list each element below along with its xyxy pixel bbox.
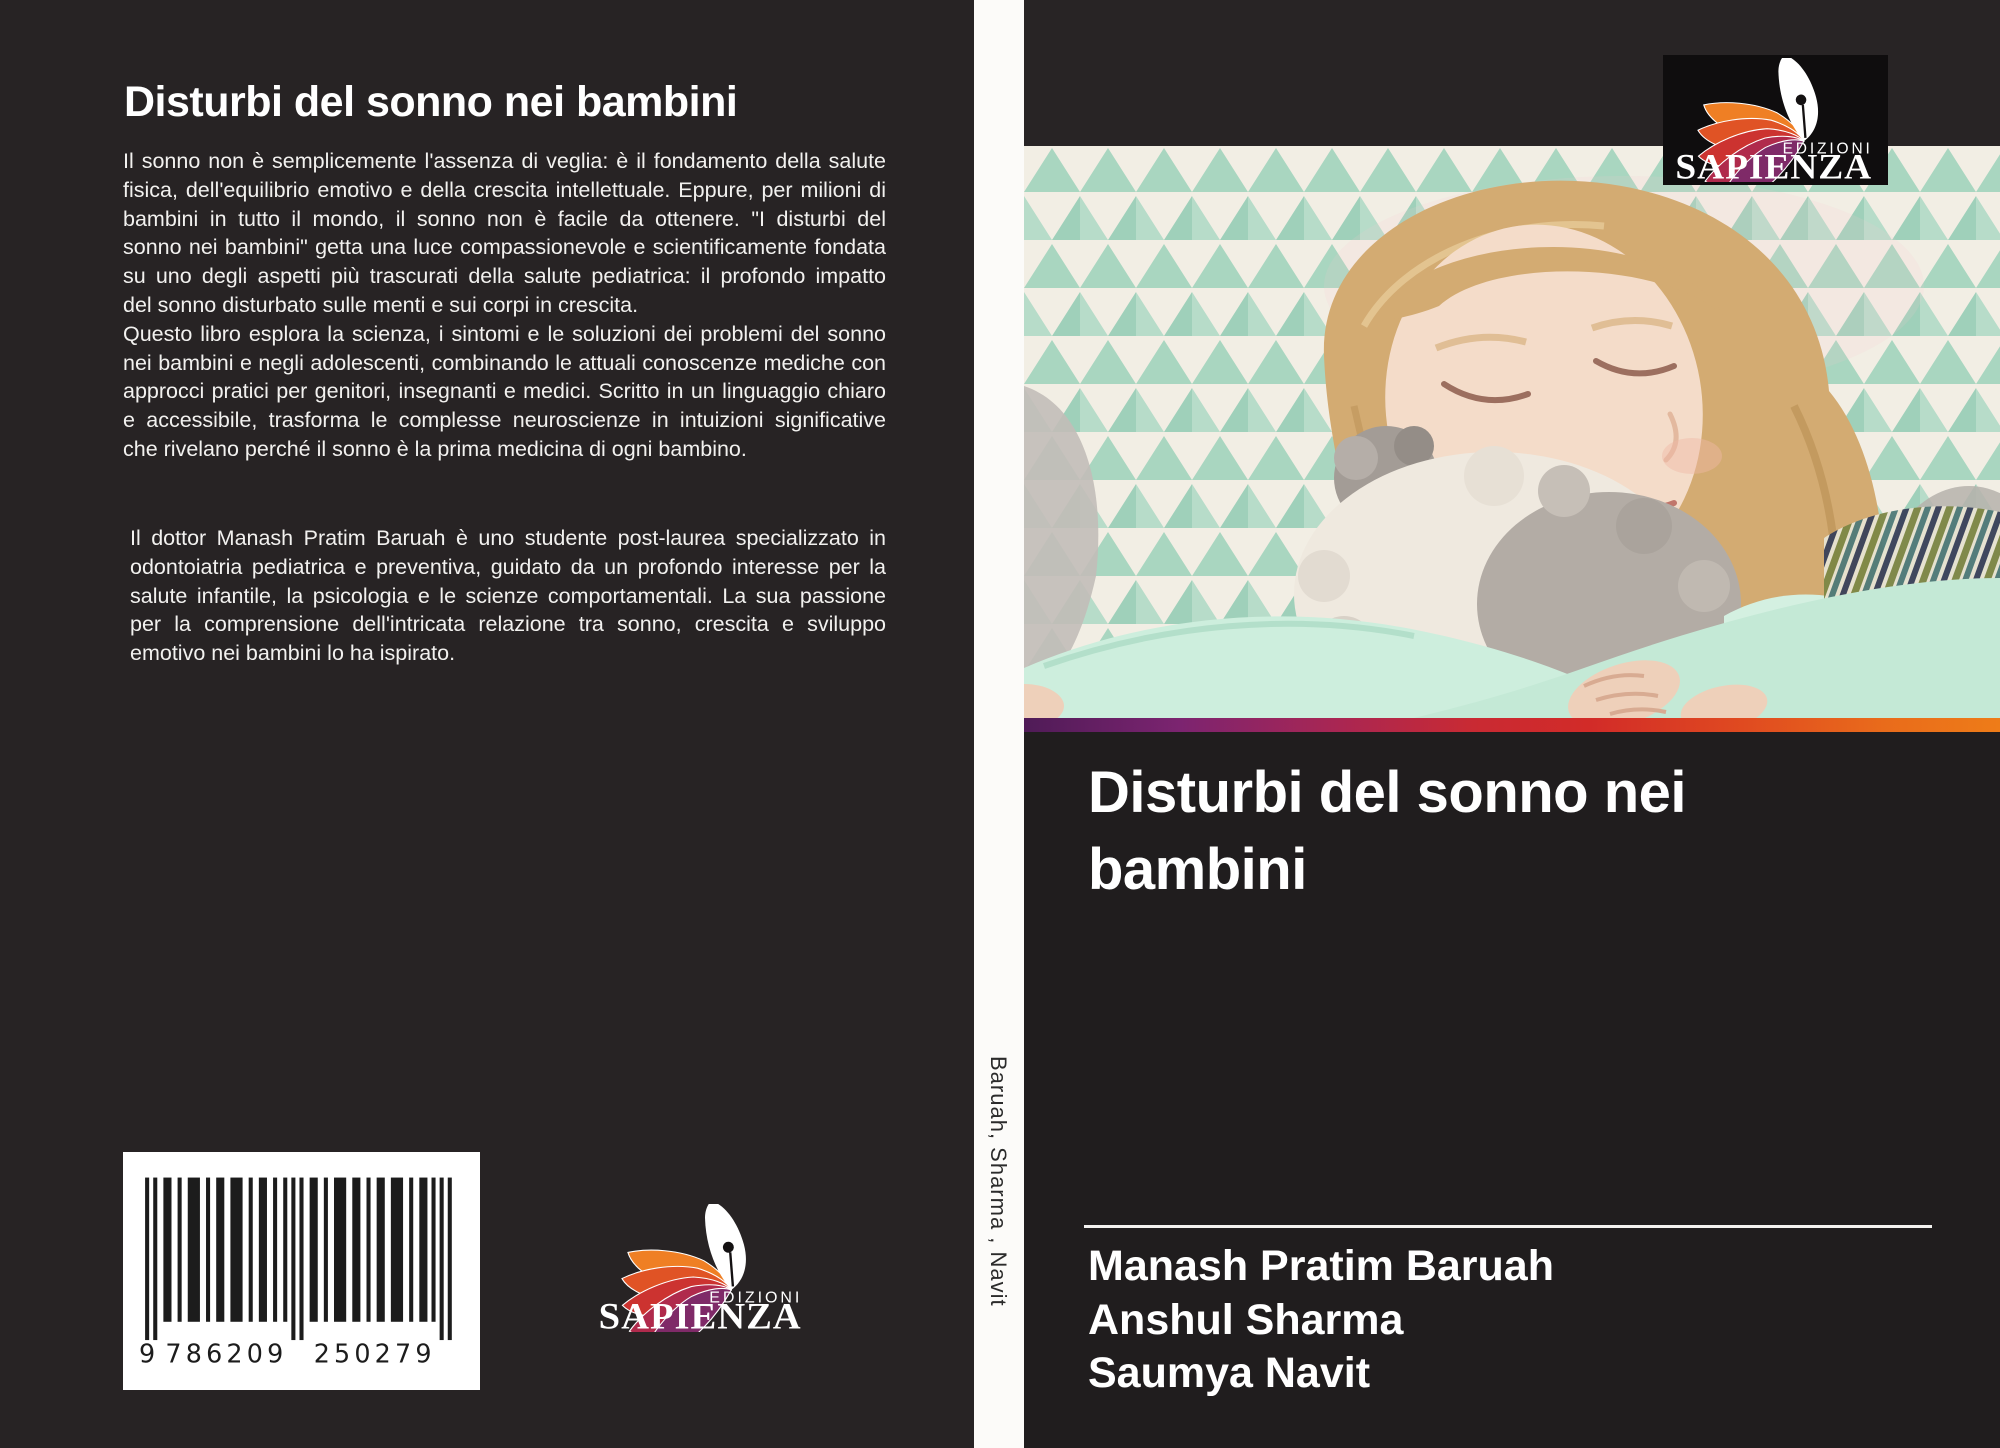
author-name: Anshul Sharma (1088, 1295, 1404, 1344)
bio-line: emotivo nei bambini lo ha ispirato. (130, 641, 456, 666)
back-cover-synopsis (123, 147, 886, 464)
author-name: Manash Pratim Baruah (1088, 1242, 1554, 1290)
front-title (1088, 754, 1686, 908)
bio-line: Il dottor Manash Pratim Baruah è uno studente post-laurea specializzato in (130, 526, 886, 550)
publisher-logo-front (1663, 55, 1888, 185)
front-title-line1: Disturbi del sonno nei (1088, 760, 1687, 825)
synopsis-line: Il sonno non è semplicemente l'assenza di veglia: è il fondamento della salute (123, 149, 886, 173)
synopsis-line: Questo libro esplora la scienza, i sintomi e le soluzioni dei problemi del sonno (123, 321, 886, 346)
cover-photo (1024, 146, 2000, 718)
barcode-bars (139, 1164, 464, 1378)
barcode-digit-left: 9 (139, 1338, 156, 1369)
barcode (123, 1152, 480, 1390)
author-bio (130, 524, 886, 668)
bio-line: per la comprensione dell'intricata relazione tra sonno, crescita e sviluppo (130, 612, 886, 637)
synopsis-line: sonno nei bambini" getta una luce compassionevole e scientificamente fondata (123, 235, 886, 260)
front-authors (1088, 1240, 1554, 1401)
publisher-logo-back (592, 1204, 812, 1332)
synopsis-line: approcci pratici per genitori, insegnanti e medici. Scritto in un linguaggio chiaro (123, 379, 886, 404)
spine-authors: Baruah, Sharma , Navit (985, 1056, 1011, 1307)
front-cover (1024, 0, 2000, 1448)
back-cover-title: Disturbi del sonno nei bambini (124, 78, 738, 126)
back-cover (0, 0, 974, 1448)
synopsis-line: che rivelano perché il sonno è la prima medicina di ogni bambino. (123, 436, 747, 461)
barcode-digits-group1: 786209 (165, 1338, 284, 1369)
spine (974, 0, 1024, 1448)
synopsis-line: bambini in tutto il mondo, il sonno non è facile da ottenere. "I disturbi del (123, 206, 886, 231)
front-title-line2: bambini (1088, 837, 1307, 902)
authors-divider-rule (1084, 1225, 1932, 1228)
barcode-digits-group2: 250279 (313, 1338, 432, 1369)
synopsis-paragraph-1 (123, 147, 886, 320)
front-bottom-panel (1024, 732, 2000, 1448)
synopsis-line: del sonno disturbato sulle menti e sui corpi in crescita. (123, 292, 639, 317)
synopsis-line: fisica, dell'equilibrio emotivo e della crescita intellettuale. Eppure, per milioni di (123, 177, 886, 202)
accent-stripe (1024, 718, 2000, 732)
synopsis-line: su uno degli aspetti più trascurati della salute pediatrica: il profondo impatto (123, 264, 886, 289)
synopsis-line: nei bambini e negli adolescenti, combinando le attuali conoscenze mediche con (123, 350, 886, 375)
bio-line: salute infantile, la psicologia e le scienze comportamentali. La sua passione (130, 583, 886, 608)
bio-line: odontoiatria pediatrica e preventiva, guidato da un profondo interesse per la (130, 554, 886, 579)
author-name: Saumya Navit (1088, 1349, 1371, 1397)
synopsis-paragraph-2 (123, 320, 886, 464)
synopsis-line: e accessibile, trasforma le complesse neuroscienze in intuizioni significative (123, 408, 886, 433)
